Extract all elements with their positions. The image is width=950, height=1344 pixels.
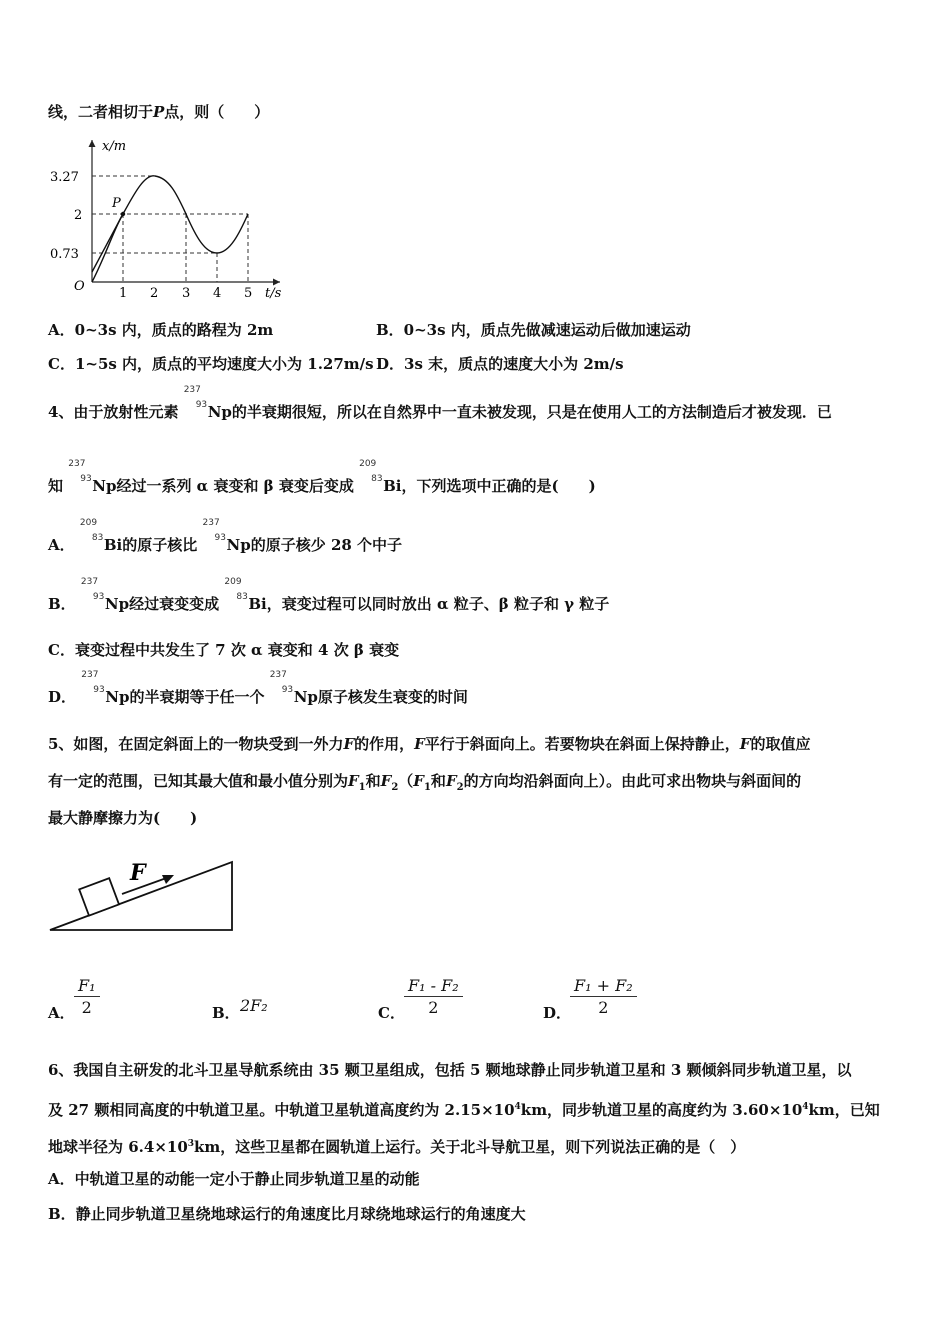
q6-l2b: km，同步轨道卫星的高度约为 3.60×10 [520,1101,803,1119]
bi-symbol-a: Bi [103,536,123,554]
x-tick-2: 2 [150,286,159,301]
np-symbol-a: Np [226,536,251,554]
np-nuclide-d [81,670,130,707]
q5-F1-b: F [413,772,424,790]
q5-l2d: 和 [430,772,446,790]
q4-line2-end: ，下列选项中正确的是( ) [401,477,596,495]
q6-line2 [48,1097,880,1120]
np-mass-d: 237 [81,670,99,680]
bi-mass-b: 209 [224,577,242,587]
q5-s1-a: 1 [358,782,366,793]
x-tick-4: 4 [213,286,222,301]
q6-exp3: 3 [187,1139,195,1149]
q5-F2-a: F [380,772,392,790]
q4-b-mid: 经过衰变变成 [129,595,220,613]
q4-option-a [48,518,403,555]
q4-line2-start: 知 [48,477,64,495]
np-symbol-2: Np [92,477,117,495]
q5-l2e: 的方向均沿斜面向上）。由此可求出物块与斜面间的 [463,772,802,790]
q4-a-label: A． [48,536,75,554]
q3-option-c: C．1~5s 内，质点的平均速度大小为 1.27m/s [48,355,374,373]
bi-atomic: 83 [371,474,383,484]
q3-intro-end: 点，则（ ） [164,103,270,121]
np-nuclide-2 [68,459,117,496]
q6-line1: 6、我国自主研发的北斗卫星导航系统由 35 颗卫星组成，包括 5 颗地球静止同步轨道卫星和 3 颗倾斜同步轨道卫星，以 [48,1061,852,1079]
q5-l2c: （ [398,772,414,790]
q5-F2-b: F [445,772,457,790]
graph-point-p: P [112,196,121,211]
np-mass-2: 237 [68,459,86,469]
q5-s1-b: 1 [423,782,431,793]
q5-option-c-frac [404,976,463,1017]
np-mass-d2: 237 [269,670,287,680]
q5-option-b-expr: 2F₂ [240,996,268,1015]
q5-option-b-label: B． [212,1004,240,1022]
q6-l2c: km，已知 [808,1101,880,1119]
q4-option-c: C．衰变过程中共发生了 7 次 α 衰变和 4 次 β 衰变 [48,641,400,659]
bi-symbol-b: Bi [248,595,267,613]
q5-c-num: F₁ - F₂ [408,976,459,995]
np-nuclide-d2 [269,670,318,707]
q6-option-b: B．静止同步轨道卫星绕地球运行的角速度比月球绕地球运行的角速度大 [48,1205,526,1223]
q5-line2 [48,771,801,798]
q5-option-c-label: C． [378,1004,405,1022]
q5-F-2: F [414,735,425,753]
np-symbol-d2: Np [293,688,318,706]
q5-l1a: 5、如图，在固定斜面上的一物块受到一外力 [48,735,344,753]
q4-line2 [48,459,596,496]
q5-l2a: 有一定的范围，已知其最大值和最小值分别为 [48,772,349,790]
q4-a-mid: 的原子核比 [122,536,198,554]
q3-option-b: B．0~3s 内，质点先做减速运动后做加速运动 [376,321,691,339]
q3-intro-text: 线，二者相切于 [48,103,154,121]
xt-curve [92,176,248,282]
q5-l1d: 的取值应 [750,735,811,753]
bi-nuclide-a [79,518,123,555]
np-nuclide [183,385,232,422]
np-mass-a: 237 [202,518,220,528]
np-symbol: Np [207,403,232,421]
q4-d-end: 原子核发生衰变的时间 [317,688,468,706]
point-p-dot [121,212,125,216]
q3-option-a: A．0~3s 内，质点的路程为 2m [48,321,274,339]
bi-nuclide-b [224,577,267,614]
q5-l1c: 平行于斜面向上。若要物块在斜面上保持静止， [424,735,740,753]
q5-F1-a: F [348,772,359,790]
q5-option-a-frac [74,976,100,1017]
q5-d-bar [570,996,637,997]
q4-line2-mid: 经过一系列 α 衰变和 β 衰变后变成 [116,477,354,495]
np-symbol-b: Np [104,595,130,613]
bi-mass-a: 209 [79,518,98,528]
q6-exp2: 4 [802,1102,809,1112]
q5-c-bar [404,996,463,997]
np-symbol-d: Np [105,688,130,706]
x-tick-1: 1 [119,286,128,301]
q6-l3b: km，这些卫星都在圆轨道上运行。关于北斗导航卫星，则下列说法正确的是（ ） [194,1138,746,1156]
q4-option-b [48,577,610,614]
bi-symbol: Bi [383,477,402,495]
q5-line3: 最大静摩擦力为( ) [48,809,198,827]
graph-y-label: x/m [102,139,127,154]
q5-a-bar [74,996,100,997]
q3-option-d: D．3s 末，质点的速度大小为 2m/s [376,355,624,373]
q6-option-a: A．中轨道卫星的动能一定小于静止同步轨道卫星的动能 [48,1170,420,1188]
q5-s2-a: 2 [391,782,399,793]
np-mass: 237 [183,385,201,395]
q5-c-den: 2 [428,998,439,1017]
q4-line1-end: 的半衰期很短，所以在自然界中一直未被发现，只是在使用人工的方法制造后才被发现．已 [231,403,832,421]
q3-intro [48,102,269,122]
xt-graph [40,132,300,302]
incline-block [79,878,119,915]
bi-atomic-a: 83 [91,533,104,543]
y-tick-2: 2 [74,208,83,223]
bi-atomic-b: 83 [236,592,248,602]
y-tick-327: 3.27 [50,170,79,185]
q5-l2b: 和 [365,772,381,790]
y-tick-073: 0.73 [50,247,79,262]
bi-nuclide [359,459,402,496]
q5-line1 [48,734,810,754]
q4-b-label: B． [48,595,76,613]
bi-mass: 209 [359,459,377,469]
np-atomic-d2: 93 [281,685,294,695]
np-atomic-d: 93 [93,685,105,695]
q4-line1 [48,385,832,422]
q5-a-den: 2 [81,998,92,1017]
q6-l2a: 及 27 颗相同高度的中轨道卫星。中轨道卫星轨道高度约为 2.15×10 [48,1101,515,1119]
q4-d-mid: 的半衰期等于任一个 [129,688,265,706]
q4-d-label: D． [48,688,77,706]
q5-option-a-label: A． [48,1004,75,1022]
np-nuclide-b [80,577,130,614]
np-atomic-a: 93 [214,533,226,543]
np-atomic: 93 [195,400,208,410]
q5-s2-b: 2 [456,782,464,793]
q5-d-den: 2 [598,998,609,1017]
x-tick-3: 3 [182,286,191,301]
q5-l1b: 的作用， [354,735,415,753]
graph-x-label: t/s [265,286,282,301]
q6-l3a: 地球半径为 6.4×10 [48,1138,188,1156]
q4-b-end: ，衰变过程可以同时放出 α 粒子、β 粒子和 γ 粒子 [266,595,610,613]
np-atomic-b: 93 [92,592,105,602]
q5-F-1: F [343,735,355,753]
x-tick-5: 5 [244,286,253,301]
q5-a-num: F₁ [78,976,96,995]
q3-point-label: P [153,103,165,121]
q4-line1-start: 4、由于放射性元素 [48,403,179,421]
q5-F-3: F [739,735,751,753]
q6-exp1: 4 [514,1102,521,1112]
np-mass-b: 237 [80,577,99,587]
q4-a-end: 的原子核少 28 个中子 [250,536,403,554]
q6-line3 [48,1134,745,1157]
np-atomic-2: 93 [80,474,92,484]
q5-d-num: F₁ + F₂ [574,976,633,995]
q5-option-d-label: D． [543,1004,572,1022]
graph-origin: O [74,279,85,294]
np-nuclide-a [202,518,251,555]
q4-option-d [48,670,468,707]
force-label: F [130,860,146,886]
incline-figure [44,852,244,936]
q5-option-d-frac [570,976,637,1017]
